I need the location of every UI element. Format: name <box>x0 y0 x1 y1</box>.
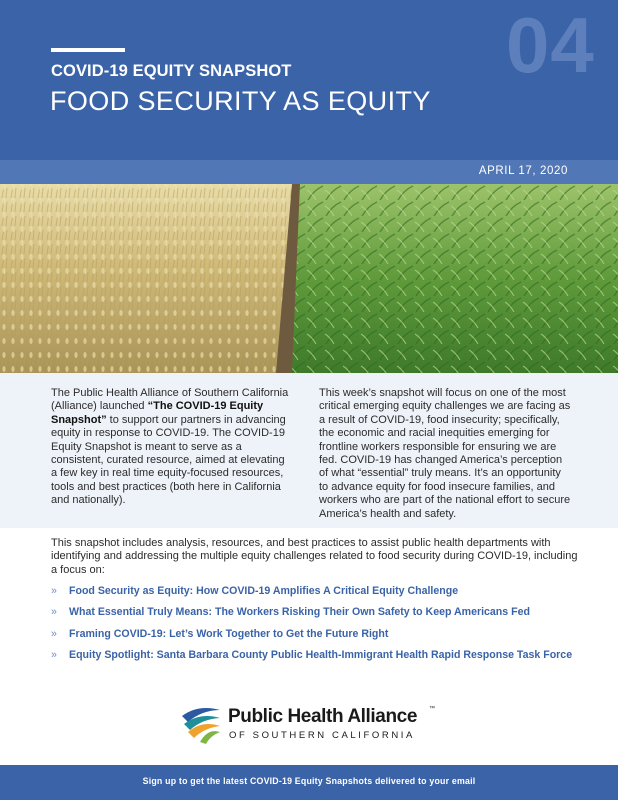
logo-name: Public Health Alliance <box>228 706 417 727</box>
focus-link-item[interactable] <box>51 628 591 649</box>
footer-bar[interactable] <box>0 765 618 800</box>
focus-link-text[interactable]: Framing COVID-19: Let’s Work Together to Get the Future Right <box>69 627 389 640</box>
intro-right-column: This week’s snapshot will focus on one of the most critical emerging equity challenges we are facing as a result of COVID-19, food insecurity; specifically, the economic and racial inequities emerging for frontline workers responsible for ensuring we are fed. COVID-19 has changed America’s perception of what “essential” truly means. It’s an opportunity to advance equity for food insecure families, and workers who are part of the national effort to secure America’s health and safety. <box>319 387 571 520</box>
signup-link[interactable]: Sign up to get the latest COVID-19 Equity Snapshots delivered to your email <box>142 776 476 786</box>
issue-number: 04 <box>506 1 595 89</box>
intro-left-text-end: to support our partners in advancing equity in response to COVID-19. The COVID-19 Equity Snapshot is meant to serve as a consistent, curated resource, aimed at elevating a few key in real time equity-focused resources, tools and best practices (both here in California and nationally). <box>51 413 286 507</box>
series-label: COVID-19 EQUITY SNAPSHOT <box>51 62 292 80</box>
intro-section <box>0 373 618 528</box>
wheat-corn-field-illustration <box>0 184 618 373</box>
focus-link-text[interactable]: Equity Spotlight: Santa Barbara County Public Health-Immigrant Health Rapid Response Task Force <box>69 648 573 661</box>
header-rule <box>51 48 125 52</box>
focus-link-text[interactable]: Food Security as Equity: How COVID-19 Amplifies A Critical Equity Challenge <box>69 585 459 597</box>
focus-link-item[interactable] <box>51 606 591 627</box>
alliance-logo-icon <box>180 702 224 746</box>
focus-link-item[interactable] <box>51 649 591 670</box>
logo-trademark: ™ <box>429 706 435 712</box>
hero-image <box>0 184 618 373</box>
focus-link-list <box>51 585 591 670</box>
date-bar <box>0 160 618 184</box>
alliance-logo <box>180 702 440 748</box>
intro-left-text-start: The Public Health Alliance of Southern California (Alliance) launched <box>51 387 289 413</box>
chevron-right-icon: » <box>51 606 57 619</box>
focus-link-item[interactable] <box>51 585 591 606</box>
logo-subtitle: OF SOUTHERN CALIFORNIA <box>229 730 415 741</box>
body-paragraph: This snapshot includes analysis, resources, and best practices to assist public health departments with identifying and addressing the multiple equity challenges related to food security during COVID-19, including a focus on: <box>51 537 578 576</box>
chevron-right-icon: » <box>51 627 57 640</box>
chevron-right-icon: » <box>51 648 57 661</box>
intro-left-bold-title: “The COVID-19 Equity Snapshot” <box>51 400 264 426</box>
chevron-right-icon: » <box>51 585 57 597</box>
page-title: FOOD SECURITY AS EQUITY <box>50 86 431 116</box>
intro-left-column <box>51 387 291 508</box>
header-banner <box>0 0 618 160</box>
publication-date: APRIL 17, 2020 <box>478 165 568 177</box>
focus-link-text[interactable]: What Essential Truly Means: The Workers Risking Their Own Safety to Keep Americans Fed <box>69 606 530 619</box>
